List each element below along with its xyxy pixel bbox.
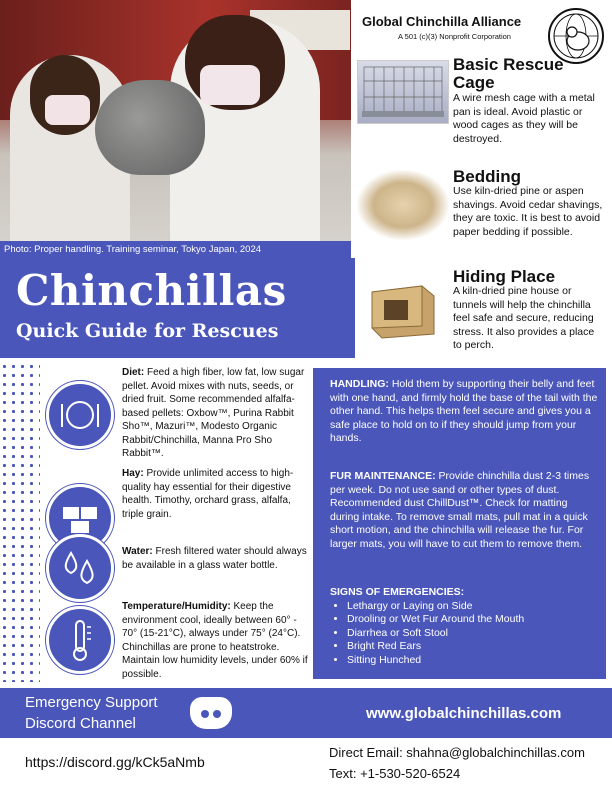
support-line1: Emergency Support — [25, 694, 158, 711]
care-label: Temperature/Humidity: — [122, 601, 231, 612]
item-head-hiding: Hiding Place — [453, 267, 556, 286]
org-subtitle: A 501 (c)(3) Nonprofit Corporation — [398, 32, 511, 41]
handling-text: Hold them by supporting their belly and feet with one hand, and firmly hold the base of the tail with the other hand. This helps them feel secure and gives you a safe place to hold on to if they should jump from your hands. — [330, 378, 598, 445]
signs-label: SIGNS OF EMERGENCIES: — [330, 586, 465, 598]
care-text: Fresh filtered water should always be available in a glass water bottle. — [122, 546, 307, 571]
chinchilla-image — [95, 80, 205, 175]
water-drops-icon — [46, 534, 114, 602]
signs-list — [330, 600, 524, 667]
care-label: Diet: — [122, 367, 145, 378]
wire-cage-image — [357, 60, 449, 124]
list-item: • Bright Red Ears — [347, 640, 524, 653]
page-subtitle: Quick Guide for Rescues — [16, 320, 279, 342]
support-line2: Discord Channel — [25, 715, 136, 732]
list-item: • Lethargy or Laying on Side — [347, 600, 524, 613]
list-item: • Drooling or Wet Fur Around the Mouth — [347, 613, 524, 626]
page-title: Chinchillas — [16, 266, 287, 315]
thermometer-icon — [46, 606, 114, 674]
hiding-house-image — [362, 278, 442, 340]
bedding-shavings-image — [357, 170, 449, 240]
care-text: Feed a high fiber, low fat, low sugar pellet. Avoid mixes with nuts, seeds, or dried fruit. Some recommended alfalfa-based pellets: Oxbow™, Purina Rabbit Sho™, Mazuri™, Modesto Organic Rabbit/Chinchilla, Manna Pro Sho Rabbit™. — [122, 367, 305, 459]
care-text: Keep the environment cool, ideally between 60° - 70° (15-21°C), always under 75° (24°C). Chinchillas are prone to heatstroke. Maintain low humidity levels, under 60% if possible. — [122, 601, 308, 680]
care-hay — [122, 467, 310, 521]
handling-section — [330, 378, 598, 446]
item-text-bedding: Use kiln-dried pine or aspen shavings. Avoid cedar shavings, they are toxic. It is best to avoid paper bedding if possible. — [453, 185, 603, 238]
fur-label: FUR MAINTENANCE: — [330, 470, 436, 482]
discord-logo-icon[interactable] — [190, 697, 232, 729]
phone-contact: Text: +1-530-520-6524 — [329, 766, 461, 781]
website-link[interactable]: www.globalchinchillas.com — [366, 705, 562, 722]
photo-caption: Photo: Proper handling. Training seminar, Tokyo Japan, 2024 — [0, 241, 351, 258]
care-text: Provide unlimited access to high-quality hay essential for their digestive health. Timothy, orchard grass, alfalfa, triple grain. — [122, 468, 294, 520]
item-text-cage: A wire mesh cage with a metal pan is ideal. Avoid plastic or wood cages as they will be destroyed. — [453, 92, 595, 145]
fur-text: Provide chinchilla dust 2-3 times per week. Do not use sand or other types of dust. Recommended dust ChillDust™. Check for matting during intake. To remove small mats, pull mat in a quick short motion, and the chinchilla will release the fur. For larger mats, you will have to cut them to remove them. — [330, 470, 590, 550]
handling-label: HANDLING: — [330, 378, 389, 390]
fur-section — [330, 470, 598, 552]
care-diet — [122, 366, 310, 461]
list-item: • Sitting Hunched — [347, 654, 524, 667]
email-contact[interactable]: Direct Email: shahna@globalchinchillas.com — [329, 745, 585, 760]
care-label: Hay: — [122, 468, 144, 479]
item-head-bedding: Bedding — [453, 167, 521, 186]
dot-pattern — [0, 362, 40, 682]
item-head-cage: Basic Rescue Cage — [453, 55, 564, 92]
care-water — [122, 545, 310, 572]
list-item: • Diarrhea or Soft Stool — [347, 627, 524, 640]
hero-photo — [0, 0, 351, 258]
care-temperature — [122, 600, 310, 681]
item-text-hiding: A kiln-dried pine house or tunnels will help the chinchilla feel safe and secure, reducing stress. It also provides a place to perch. — [453, 285, 595, 351]
plate-fork-knife-icon — [46, 381, 114, 449]
org-name: Global Chinchilla Alliance — [362, 14, 522, 29]
care-label: Water: — [122, 546, 153, 557]
discord-link[interactable]: https://discord.gg/kCk5aNmb — [25, 754, 205, 770]
